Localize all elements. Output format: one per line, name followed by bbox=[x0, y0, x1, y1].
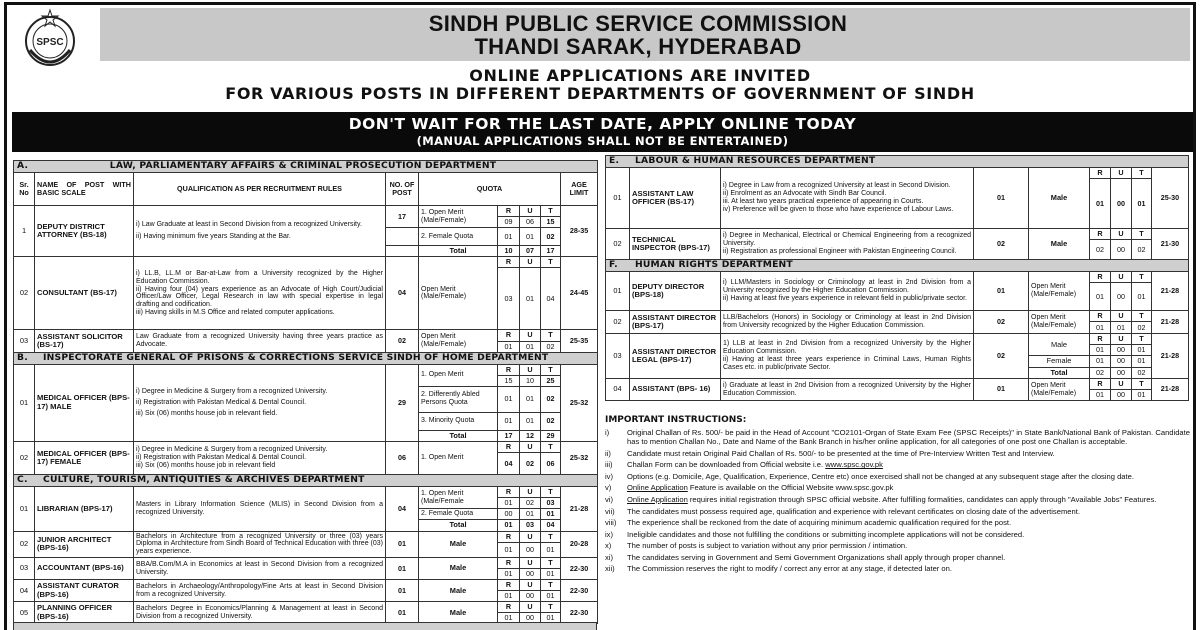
table-row: 02 ASSISTANT DIRECTOR (BPS-17) LLB/Bachelors (Honors) in Sociology or Criminology at least in 2nd Division from University recognized by the Higher Education Commission. 02 Open Merit (Male/Female) R U T 21-28 bbox=[606, 311, 1189, 322]
instructions-title: IMPORTANT INSTRUCTIONS: bbox=[605, 415, 747, 425]
table-row: 02 CONSULTANT (BS-17) i) LL.B, LL.M or Bar-at-Law from a University recognized by the Higher Education Commission. ii) Having four (04) years experience as an Advocate of High Court/Judicial Officer/Law Officer, Legal Research in law with special expertise in legal drafting and codification. iii) Having skills in M.S Office and related computer applications. 04 Open Merit (Male/Female) R U T 24-45 bbox=[14, 257, 598, 268]
column-header-row bbox=[14, 173, 598, 206]
table-row: 01 MEDICAL OFFICER (BPS-17) MALE i) Degree in Medicine & Surgery from a recognized University. ii) Registration with Pakistan Medical & Dental Council. iii) Six (06) months house job in relevant field. 29 1. Open Merit R U T 25-32 bbox=[14, 364, 598, 375]
instruction-item: xii) The Commission reserves the right to modify / correct any error at any stage, if detected later on. bbox=[605, 564, 952, 574]
instruction-item: iv) Options (e.g. Domicile, Age, Qualification, Experience, Centre etc) once exercised shall not be changed at any subsequent stage after the closing date. bbox=[605, 471, 1134, 481]
instruction-item: xi) The candidates serving in Government and Semi Government Organizations shall apply through proper channel. bbox=[605, 552, 1006, 562]
instruction-item: x) The number of posts is subject to variation without any prior permission / intimation. bbox=[605, 541, 908, 551]
section-header-f: F. HUMAN RIGHTS DEPARTMENT bbox=[606, 260, 1189, 272]
table-row: 03 ASSISTANT DIRECTOR LEGAL (BPS-17) 1) LLB at least in 2nd Division from a recognized University by the Higher Education Commission. ii) Having at least three years experience in Criminal Laws, Human Rights Cases etc. in public/private Sector. 02 Male R U T 21-28 bbox=[606, 334, 1189, 345]
svg-text:SPSC: SPSC bbox=[36, 37, 64, 48]
online-application-link[interactable]: Online Application bbox=[627, 483, 688, 493]
col-quota: QUOTA bbox=[419, 173, 561, 206]
table-row: 02 MEDICAL OFFICER (BPS-17) FEMALE i) Degree in Medicine & Surgery from a recognized University. ii) Registration with Pakistan Medical & Dental Council. iii) Six (06) months house job in relevant field 06 1. Open Merit R U T 25-32 bbox=[14, 442, 598, 453]
instruction-item: viii) The experience shall be reckoned from the date of acquiring minimum academic qualification required for the post. bbox=[605, 518, 1012, 528]
instruction-item: ii) Candidate must retain Original Paid Challan of Rs. 500/- to be presented at the time of Pre-Interview Written Test and Interview. bbox=[605, 448, 1055, 458]
table-row: 01 LIBRARIAN (BPS-17) Masters in Library Information Science (MLIS) in Second Division from a recognized University. 04 1. Open Merit (Male/Female R U T 21-28 bbox=[14, 487, 598, 498]
section-header-c: C. CULTURE, TOURISM, ANTIQUITIES & ARCHIVES DEPARTMENT bbox=[14, 475, 598, 487]
col-age: AGE LIMIT bbox=[561, 173, 598, 206]
instruction-item: vi) Online Application requires initial registration through SPSC official website. After fulfilling formalities, candidates can apply through "Available Jobs" Features. bbox=[605, 494, 1157, 504]
table-row: 04 ASSISTANT CURATOR (BPS-16) Bachelors in Archaeology/Anthropology/Fine Arts at least in Second Division from a recognized University. 01 Male R U T 22-30 bbox=[14, 580, 598, 591]
instruction-item: vii) The candidates must possess required age, qualification and experience with relevant certificates on closing date of the advertisement. bbox=[605, 506, 1080, 516]
table-row: 1 DEPUTY DISTRICT ATTORNEY (BS-18) i) Law Graduate at least in Second Division from a recognized University. ii) Having minimum five years Standing at the Bar. 17 1. Open Merit (Male/Female) R U T 28-35 bbox=[14, 206, 598, 217]
table-row: 02 TECHNICAL INSPECTOR (BPS-17) i) Degree in Mechanical, Electrical or Chemical Engineering from a recognized University. ii) Registration as professional Engineer with Pakistan Engineering Council. 02 Male R U T 21-30 bbox=[606, 229, 1189, 240]
table-row: 02 JUNIOR ARCHITECT (BPS-16) Bachelors in Architecture from a recognized University or three (03) years Diploma in Architecture from Sindh Board of Technical Education with three (03) years experience. 01 Male R U T 20-28 bbox=[14, 531, 598, 543]
table-row: 01 DEPUTY DIRECTOR (BPS-18) i) LLM/Masters in Sociology or Criminology at least in 2nd Division from a University recognized by the Higher Education Commission. ii) Having at least five years experience in relevant field in public/private sector. 01 Open Merit (Male/Female) R U T 21-28 bbox=[606, 272, 1189, 283]
banner-note: (MANUAL APPLICATIONS SHALL NOT BE ENTERTAINED) bbox=[416, 134, 789, 148]
table-row: 05 PLANNING OFFICER (BPS-16) Bachelors Degree in Economics/Planning & Management at least in Second Division from a recognized University. 01 Male R U T 22-30 bbox=[14, 602, 598, 613]
col-qualification: QUALIFICATION AS PER RECRUITMENT RULES bbox=[134, 173, 386, 206]
right-posts-table: E. LABOUR & HUMAN RESOURCES DEPARTMENT 01 ASSISTANT LAW OFFICER (BS-17) i) Degree in Law from a recognized University at least in Second Division. ii) Enrolment as an Advocate with Sindh Bar Council. iii. At least two years practical experience of appearing in Courts. iv) Preference will be given to those who have experience of Labour Laws. 01 Male R U T 25-30 01 00 01 02 TECHNICAL INSPECTOR (BPS-17) i) Degree in Mechanical, Electrical or Chemical Engineering from a recognized University. ii) Registration as professional Engineer with Pakistan Engineering Council. 02 Male R U T 21-30 02 00 02 F. HUMAN RIGHTS DEPARTMENT 01 DEPUTY DIRECTOR (BPS-18) i) LLM/Masters in Sociology or Criminology at least in 2nd Division from a University recognized by the Higher Education Commission. ii) Having at least five years experience in relevant field in public/private sector. 01 Open Merit (Male/Female) R U T 21-28 01 00 01 02 ASSISTANT DIRECTOR (BPS-17) LLB/Bachelors (Honors) in Sociology or Criminology at least in 2nd Division from University recognized by the Higher Education Commission. 02 Open Merit (Male/Female) R U T 21-28 01 01 02 03 ASSISTANT DIRECTOR LEGAL (BPS-17) 1) LLB at least in 2nd Division from a recognized University by the Higher Education Commission. ii) Having at least three years experience in Criminal Laws, Human Rights Cases etc. in public/private Sector. 02 Male R U T 21-28 01 00 01 Female 01 00 01 Total 02 00 02 04 ASSISTANT (BPS- 16) i) Graduate at least in 2nd Division from a recognized University by the Higher Education Commission. 01 Open Merit (Male/Female) R U T 21-28 01 00 01 bbox=[605, 155, 1189, 401]
org-address: THANDI SARAK, HYDERABAD bbox=[474, 34, 802, 59]
col-sr: Sr. No bbox=[14, 173, 35, 206]
instruction-item: i) Original Challan of Rs. 500/- be paid in the Head of Account "CO2101-Organ of State Exam Fee (SPSC Receipts)" in State Bank/National Bank of Pakistan. Candidate has to mention Challan No., Date and Name of the Bank Branch in his/her online application, for all categories of one post one Challan is acceptable. bbox=[605, 427, 1190, 447]
section-header-e: E. LABOUR & HUMAN RESOURCES DEPARTMENT bbox=[606, 156, 1189, 168]
table-row: 01 ASSISTANT LAW OFFICER (BS-17) i) Degree in Law from a recognized University at least in Second Division. ii) Enrolment as an Advocate with Sindh Bar Council. iii. At least two years practical experience of appearing in Courts. iv) Preference will be given to those who have experience of Labour Laws. 01 Male R U T 25-30 bbox=[606, 168, 1189, 179]
important-instructions bbox=[605, 415, 1190, 576]
spsc-website-link[interactable]: www.spsc.gov.pk bbox=[825, 460, 883, 470]
col-posts: NO. OF POST bbox=[386, 173, 419, 206]
table-row: 04 ASSISTANT (BPS- 16) i) Graduate at least in 2nd Division from a recognized University by the Higher Education Commission. 01 Open Merit (Male/Female) R U T 21-28 bbox=[606, 378, 1189, 389]
instruction-item: v) Online Application Feature is available on the Official Website www.spsc.gov.pk bbox=[605, 483, 894, 493]
section-header-a: A. LAW, PARLIAMENTARY AFFAIRS & CRIMINAL PROSECUTION DEPARTMENT bbox=[14, 161, 598, 173]
org-title: SINDH PUBLIC SERVICE COMMISSION bbox=[428, 11, 848, 36]
section-header-b: B. INSPECTORATE GENERAL OF PRISONS & CORRECTIONS SERVICE SINDH OF HOME DEPARTMENT bbox=[14, 352, 598, 364]
left-posts-table: A. LAW, PARLIAMENTARY AFFAIRS & CRIMINAL PROSECUTION DEPARTMENT Sr. No NAME OF POST WITH BASIC SCALE QUALIFICATION AS PER RECRUITMENT RULES NO. OF POST QUOTA AGE LIMIT 1 DEPUTY DISTRICT ATTORNEY (BS-18) i) Law Graduate at least in Second Division from a recognized University. ii) Having minimum five years Standing at the Bar. 17 1. Open Merit (Male/Female) R U T 28-35 09 06 15 2. Female Quota 01 01 02 Total 10 07 17 02 CONSULTANT (BS-17) i) LL.B, LL.M or Bar-at-Law from a University recognized by the Higher Education Commission. ii) Having four (04) years experience as an Advocate of High Court/Judicial Officer/Law Officer, Legal Research in law with special expertise in legal drafting and codification. iii) Having skills in M.S Office and related computer applications. 04 Open Merit (Male/Female) R U T 24-45 03 01 04 03 ASSISTANT SOLICITOR (BS-17) Law Graduate from a recognized University having three years practice as Advocate. 02 Open Merit (Male/Female) R U T 25-35 01 01 02 B. INSPECTORATE GENERAL OF PRISONS & CORRECTIONS SERVICE SINDH OF HOME DEPARTMENT 01 MEDICAL OFFICER (BPS-17) MALE i) Degree in Medicine & Surgery from a recognized University. ii) Registration with Pakistan Medical & Dental Council. iii) Six (06) months house job in relevant field. 29 1. Open Merit R U T 25-32 15 10 25 2. Differently Abled Persons Quota 01 01 02 3. Minority Quota 01 01 02 Total 17 12 29 02 MEDICAL OFFICER (BPS-17) FEMALE i) Degree in Medicine & Surgery from a recognized University. ii) Registration with Pakistan Medical & Dental Council. iii) Six (06) months house job in relevant field 06 1. Open Merit R U T 25-32 04 02 06 C. CULTURE, TOURISM, ANTIQUITIES & ARCHIVES DEPARTMENT 01 LIBRARIAN (BPS-17) Masters in Library Information Science (MLIS) in Second Division from a recognized University. 04 1. Open Merit (Male/Female R U T 21-28 01 02 03 2. Female Quota 00 01 01 Total 01 03 04 02 JUNIOR ARCHITECT (BPS-16) Bachelors in Architecture from a recognized University or three (03) years Diploma in Architecture from Sindh Board of Technical Education with three (03) years experience. 01 Male R U T 20-28 01 00 01 03 ACCOUNTANT (BPS-16) BBA/B.Com/M.A in Economics at least in Second Division from a recognized University. 01 Male R U T 22-30 01 00 01 04 ASSISTANT CURATOR (BPS-16) Bachelors in Archaeology/Anthropology/Fine Arts at least in Second Division from a recognized University. 01 Male R U T 22-30 01 00 01 05 PLANNING OFFICER (BPS-16) Bachelors Degree in Economics/Planning & Management at least in Second Division from a recognized University. 01 Male R U T 22-30 01 00 01 bbox=[13, 160, 598, 624]
col-name: NAME OF POST WITH BASIC SCALE bbox=[35, 173, 134, 206]
apply-online-banner bbox=[12, 112, 1193, 152]
online-application-link[interactable]: Online Application bbox=[627, 494, 688, 504]
instruction-item: iii) Challan Form can be downloaded from Official website i.e. www.spsc.gov.pk bbox=[605, 460, 883, 470]
invite-subheading: FOR VARIOUS POSTS IN DIFFERENT DEPARTMENTS OF GOVERNMENT OF SINDH bbox=[225, 84, 975, 103]
instruction-item: ix) Ineligible candidates and those not fulfilling the conditions or submitting incomplete applications will not be considered. bbox=[605, 529, 1025, 539]
next-section-header-partial bbox=[13, 622, 597, 630]
invite-heading: ONLINE APPLICATIONS ARE INVITED bbox=[469, 66, 811, 85]
table-row: 03 ACCOUNTANT (BPS-16) BBA/B.Com/M.A in Economics at least in Second Division from a recognized University. 01 Male R U T 22-30 bbox=[14, 558, 598, 569]
banner-headline: DON'T WAIT FOR THE LAST DATE, APPLY ONLINE TODAY bbox=[348, 115, 857, 133]
table-row: 03 ASSISTANT SOLICITOR (BS-17) Law Graduate from a recognized University having three years practice as Advocate. 02 Open Merit (Male/Female) R U T 25-35 bbox=[14, 330, 598, 341]
